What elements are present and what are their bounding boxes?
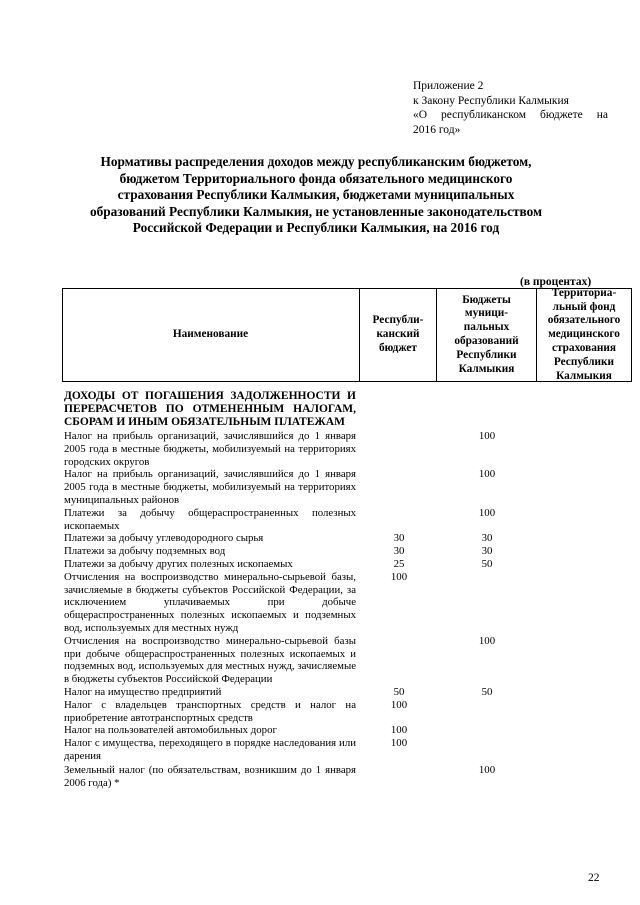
table-row xyxy=(64,558,604,571)
row-value-republic: 50 xyxy=(393,685,405,698)
row-value-municipal: 50 xyxy=(481,685,493,698)
table-row xyxy=(64,532,604,545)
table-row xyxy=(64,724,604,737)
row-value-republic: 100 xyxy=(390,570,408,583)
row-value-municipal: 30 xyxy=(481,532,493,545)
row-name: Налог с имущества, переходящего в порядке наследования или дарения xyxy=(64,737,356,762)
table-row xyxy=(64,390,604,429)
row-name: Платежи за добычу других полезных ископаемых xyxy=(64,557,293,570)
row-value-municipal: 100 xyxy=(478,634,496,647)
row-name: Отчисления на воспроизводство минерально-сырьевой базы, зачисляемые в бюджеты субъектов Российской Федерации, за исключением уплачиваемых при добыче общераспространенных полезных ископаемых и подземных вод, используемых для местных нужд xyxy=(64,570,356,634)
table-body xyxy=(64,390,604,789)
column-header-municipal: Бюджеты муници- пальных образований Республики Калмыкия xyxy=(454,293,519,375)
row-value-municipal: 100 xyxy=(478,763,496,776)
table-row xyxy=(64,571,604,635)
table-row xyxy=(64,737,604,763)
row-value-republic: 100 xyxy=(390,724,408,737)
row-value-republic: 30 xyxy=(393,532,405,545)
annex-line: Приложение 2 xyxy=(413,80,484,92)
row-name: Земельный налог (по обязательствам, возникшим до 1 января 2006 года) * xyxy=(64,763,356,789)
row-name: Налог на имущество предприятий xyxy=(64,685,222,698)
annex-line: «О республиканском бюджете на xyxy=(413,109,608,121)
row-value-republic: 100 xyxy=(390,737,408,750)
row-value-municipal: 100 xyxy=(478,506,496,519)
document-title: Нормативы распределения доходов между республиканским бюджетом, бюджетом Территориального фонда обязательного медицинского страхования Республики Калмыкия, бюджетами муниципальных образований Республики Калмыкия, не установленные законодательством Российской Федерации и Республики Калмыкия, на 2016 год xyxy=(89,154,543,235)
table-row xyxy=(64,764,604,790)
row-value-republic: 30 xyxy=(393,545,405,558)
row-value-municipal: 100 xyxy=(478,430,496,442)
row-value-municipal: 50 xyxy=(481,557,493,570)
table-header xyxy=(62,288,632,382)
page-number: 22 xyxy=(588,872,600,884)
row-value-republic: 25 xyxy=(393,557,405,570)
table-row xyxy=(64,686,604,699)
table-row xyxy=(64,635,604,686)
column-header-name: Наименование xyxy=(172,328,249,341)
row-value-municipal: 30 xyxy=(481,545,493,558)
table-row xyxy=(64,507,604,533)
row-name: Налог на прибыль организаций, зачислявшийся до 1 января 2005 года в местные бюджеты, мобилизуемый на территориях муниципальных районов xyxy=(64,468,356,506)
row-name: Налог на пользователей автомобильных дорог xyxy=(64,724,277,737)
table-row xyxy=(64,699,604,725)
table-row xyxy=(64,468,604,506)
annex-line: к Закону Республики Калмыкия xyxy=(413,94,569,107)
unit-label: (в процентах) xyxy=(520,276,592,288)
table-row xyxy=(64,430,604,468)
row-value-municipal: 100 xyxy=(478,468,496,481)
row-value-republic: 100 xyxy=(390,698,408,711)
row-name: ДОХОДЫ ОТ ПОГАШЕНИЯ ЗАДОЛЖЕННОСТИ И ПЕРЕРАСЧЕТОВ ПО ОТМЕНЕННЫМ НАЛОГАМ, СБОРАМ И ИНЫМ ОБЯЗАТЕЛЬНЫМ ПЛАТЕЖАМ xyxy=(64,390,356,428)
annex-reference xyxy=(413,79,608,137)
row-name: Налог с владельцев транспортных средств и налог на приобретение автотранспортных средств xyxy=(64,698,356,724)
row-name: Отчисления на воспроизводство минерально-сырьевой базы при добыче общераспространенных полезных ископаемых и подземных вод, используемых для местных нужд, зачисляемые в бюджеты субъектов Российской Федерации xyxy=(64,634,356,686)
table-row xyxy=(64,545,604,558)
row-name: Платежи за добычу углеводородного сырья xyxy=(64,532,264,545)
column-header-fund: Территориа- льный фонд обязательного медицинского страхования Республики Калмыкия xyxy=(547,286,621,382)
row-name: Платежи за добычу подземных вод xyxy=(64,545,226,558)
row-name: Платежи за добычу общераспространенных полезных ископаемых xyxy=(64,506,356,532)
row-name: Налог на прибыль организаций, зачислявшийся до 1 января 2005 года в местные бюджеты, мобилизуемый на территориях городских округов xyxy=(64,430,356,468)
annex-line: 2016 год» xyxy=(413,123,461,136)
column-header-republic: Республи- канский бюджет xyxy=(372,314,424,354)
